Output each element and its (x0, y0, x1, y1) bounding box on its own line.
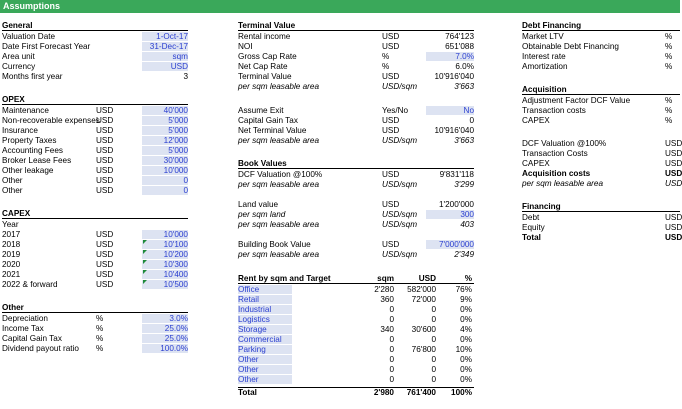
opex-row (2, 106, 188, 115)
cell-unit: USD (96, 280, 114, 289)
cell-label: Terminal Value (238, 72, 292, 81)
cell-label: Dividend payout ratio (2, 344, 79, 353)
cell-unit: USD (96, 116, 114, 125)
cell-value[interactable]: 3'663 (454, 136, 474, 145)
general-row (2, 32, 188, 41)
acquisition-row (522, 159, 680, 168)
cell-label: per sqm leasable area (238, 136, 320, 145)
cell-unit: % (96, 344, 104, 353)
opex-value-input[interactable]: 5'000 (142, 126, 188, 135)
rent-usd: 0 (431, 375, 436, 384)
cell-unit: % (96, 314, 104, 323)
general-row (2, 62, 188, 71)
financing-total-row (522, 233, 680, 242)
capex-value-input[interactable]: 10'200 (142, 250, 188, 259)
capex-value-input[interactable]: 10'000 (142, 230, 188, 239)
cell-unit: % (96, 334, 104, 343)
col-pct: % (464, 274, 472, 283)
cell-unit: USD (382, 116, 400, 125)
cell-label: Non-recoverable expenses (2, 116, 100, 125)
acquisition-row (522, 139, 680, 148)
cell-label: 2017 (2, 230, 21, 239)
capex-value-input[interactable]: 10'300 (142, 260, 188, 269)
rent-type-input[interactable]: Industrial (238, 305, 292, 314)
cell-value[interactable]: 10'916'040 (434, 72, 474, 81)
rent-pct: 0% (460, 365, 472, 374)
opex-value-input[interactable]: 30'000 (142, 156, 188, 165)
col-sqm: sqm (377, 274, 394, 283)
rent-row (238, 315, 474, 324)
cell-label: Area unit (2, 52, 35, 61)
book-row (238, 220, 474, 229)
opex-value-input[interactable]: 0 (142, 176, 188, 185)
rent-total-row (238, 387, 474, 398)
rent-pct: 0% (460, 355, 472, 364)
cell-unit: USD (382, 170, 400, 179)
formula-flag-icon (143, 270, 147, 274)
cell-label: Acquisition costs (522, 169, 591, 178)
acquisition-header-row (522, 85, 680, 94)
formula-flag-icon (143, 250, 147, 254)
rent-total-usd: 761'400 (406, 388, 436, 397)
debt-row (522, 32, 680, 41)
exit-row (238, 116, 474, 125)
cell-label: Other (2, 176, 23, 185)
rent-type-input[interactable]: Commercial (238, 335, 292, 344)
cell-unit: USD (96, 230, 114, 239)
sheet-title-bar (0, 0, 680, 13)
building-book-value-input[interactable]: 7'000'000 (426, 240, 474, 249)
cell-label: Land value (238, 200, 279, 209)
cell-value[interactable]: 764'123 (445, 32, 474, 41)
valuation-date-input[interactable]: 1-Oct-17 (142, 32, 188, 41)
rent-type-input[interactable]: Retail (238, 295, 292, 304)
cell-unit: USD (665, 169, 682, 178)
first-forecast-date-input[interactable]: 31-Dec-17 (142, 42, 188, 51)
capex-row (2, 250, 188, 259)
cell-label: CAPEX (522, 116, 550, 125)
rent-pct: 10% (455, 345, 472, 354)
cell-label: Assume Exit (238, 106, 284, 115)
cell-label: Broker Lease Fees (2, 156, 72, 165)
terminal-row (238, 62, 474, 71)
opex-header-row (2, 95, 188, 104)
cell-label: Net Cap Rate (238, 62, 288, 71)
rent-pct: 0% (460, 375, 472, 384)
book-row (238, 170, 474, 179)
rent-usd: 0 (431, 305, 436, 314)
cell-label: CAPEX (522, 159, 550, 168)
cell-label: Market LTV (522, 32, 564, 41)
cell-label: per sqm leasable area (238, 250, 320, 259)
other-row (2, 334, 188, 343)
cell-unit: USD (382, 126, 400, 135)
rent-row (238, 355, 474, 364)
cell-unit: % (382, 52, 390, 61)
cell-label: per sqm leasable area (238, 220, 320, 229)
debt-header-row (522, 21, 680, 30)
cell-label: Date First Forecast Year (2, 42, 91, 51)
debt-row (522, 62, 680, 71)
cell-unit: USD (96, 126, 114, 135)
general-header: General (2, 21, 188, 31)
col-usd: USD (418, 274, 436, 283)
terminal-row (238, 72, 474, 81)
other-value-input[interactable]: 25.0% (142, 324, 188, 333)
cell-label: per sqm leasable area (238, 180, 320, 189)
cell-value[interactable]: 9'831'118 (439, 170, 474, 179)
cell-label: 2021 (2, 270, 21, 279)
opex-value-input[interactable]: 12'000 (142, 136, 188, 145)
cell-unit: USD/sqm (382, 136, 418, 145)
opex-value-input[interactable]: 10'000 (142, 166, 188, 175)
sheet-title: Assumptions (3, 1, 61, 11)
cell-unit: USD (96, 270, 114, 279)
general-row (2, 52, 188, 61)
cell-label: 2018 (2, 240, 21, 249)
formula-flag-icon (143, 260, 147, 264)
currency-input[interactable]: USD (142, 62, 188, 71)
terminal-header-row (238, 21, 474, 30)
cell-unit: USD (96, 240, 114, 249)
rent-row (238, 375, 474, 384)
general-header-row (2, 21, 188, 30)
rent-type-input[interactable]: Logistics (238, 315, 292, 324)
cell-unit: USD (665, 233, 682, 242)
cell-unit: USD (96, 136, 114, 145)
cell-unit: USD/sqm (382, 250, 418, 259)
rent-total-sqm: 2'980 (373, 388, 394, 397)
other-row (2, 344, 188, 353)
opex-row (2, 136, 188, 145)
cell-label: Amortization (522, 62, 568, 71)
financing-row (522, 223, 680, 232)
acquisition-header: Acquisition (522, 85, 680, 95)
cell-label: DCF Valuation @100% (238, 170, 323, 179)
cell-label: Depreciation (2, 314, 48, 323)
cell-unit: USD (96, 186, 114, 195)
cell-label: Accounting Fees (2, 146, 63, 155)
rent-total-pct: 100% (451, 388, 472, 397)
cell-value[interactable]: 0 (469, 116, 474, 125)
terminal-row (238, 82, 474, 91)
terminal-row (238, 42, 474, 51)
cell-label: Currency (2, 62, 36, 71)
cell-label: per sqm leasable area (238, 82, 320, 91)
terminal-row (238, 52, 474, 61)
months-first-year-value[interactable]: 3 (183, 72, 188, 81)
cell-label: per sqm land (238, 210, 286, 219)
cell-label: 2022 & forward (2, 280, 58, 289)
rent-sqm: 0 (389, 345, 394, 354)
cell-label: Interest rate (522, 52, 566, 61)
rent-row (238, 285, 474, 294)
cell-value[interactable]: 3'663 (454, 82, 474, 91)
rent-sqm: 340 (380, 325, 394, 334)
other-value-input[interactable]: 100.0% (142, 344, 188, 353)
rent-pct: 0% (460, 315, 472, 324)
capex-header-row (2, 209, 188, 218)
rent-pct: 0% (460, 335, 472, 344)
cell-value[interactable]: 3'299 (454, 180, 474, 189)
cell-label: Income Tax (2, 324, 44, 333)
formula-flag-icon (143, 280, 147, 284)
rent-total-label: Total (238, 388, 257, 397)
rent-sqm: 360 (380, 295, 394, 304)
cell-unit: USD (665, 159, 682, 168)
book-row (238, 180, 474, 189)
terminal-header: Terminal Value (238, 21, 474, 31)
opex-value-input[interactable]: 40'000 (142, 106, 188, 115)
opex-value-input[interactable]: 5'000 (142, 116, 188, 125)
opex-row (2, 156, 188, 165)
cell-label: 2020 (2, 260, 21, 269)
other-value-input[interactable]: 25.0% (142, 334, 188, 343)
capex-header: CAPEX (2, 209, 188, 219)
cell-unit: USD/sqm (382, 82, 418, 91)
cell-label: Capital Gain Tax (2, 334, 62, 343)
assumptions-sheet (0, 13, 680, 409)
cell-label: DCF Valuation @100% (522, 139, 607, 148)
cell-value[interactable]: 403 (460, 220, 474, 229)
exit-row (238, 106, 474, 115)
cell-unit: % (665, 52, 673, 61)
acquisition-row (522, 179, 680, 188)
cell-unit: USD (96, 146, 114, 155)
other-header: Other (2, 303, 188, 313)
rent-sqm: 0 (389, 375, 394, 384)
cell-value[interactable]: 651'088 (445, 42, 474, 51)
capex-row (2, 230, 188, 239)
book-header-row (238, 159, 474, 168)
financing-header-row (522, 202, 680, 211)
rent-pct: 4% (460, 325, 472, 334)
assume-exit-input[interactable]: No (426, 106, 474, 115)
cell-label: per sqm leasable area (522, 179, 604, 188)
rent-sqm: 0 (389, 315, 394, 324)
rent-usd: 0 (431, 315, 436, 324)
cell-label: Year (2, 220, 19, 229)
rent-usd: 30'600 (411, 325, 436, 334)
cell-unit: USD (382, 42, 400, 51)
cell-label: Transaction Costs (522, 149, 588, 158)
book-values-header: Book Values (238, 159, 474, 169)
opex-value-input[interactable]: 0 (142, 186, 188, 195)
rent-sqm: 2'280 (374, 285, 394, 294)
capex-value-input[interactable]: 10'400 (142, 270, 188, 279)
area-unit-input[interactable]: sqm (142, 52, 188, 61)
opex-row (2, 146, 188, 155)
rent-usd: 582'000 (407, 285, 436, 294)
cell-unit: % (665, 96, 673, 105)
rent-sqm: 0 (389, 335, 394, 344)
debt-financing-header: Debt Financing (522, 21, 680, 31)
cell-unit: % (665, 62, 673, 71)
cell-unit: USD/sqm (382, 210, 418, 219)
cell-unit: USD (96, 156, 114, 165)
cell-unit: % (665, 32, 673, 41)
cell-unit: USD (96, 260, 114, 269)
acquisition-row (522, 149, 680, 158)
cell-value[interactable]: 10'916'040 (434, 126, 474, 135)
cell-label: Insurance (2, 126, 38, 135)
rent-type-input[interactable]: Other (238, 355, 292, 364)
cell-label: Adjustment Factor DCF Value (522, 96, 631, 105)
rent-sqm: 0 (389, 305, 394, 314)
other-row (2, 324, 188, 333)
opex-header: OPEX (2, 95, 188, 105)
cell-unit: USD (96, 166, 114, 175)
cell-unit: USD (382, 32, 400, 41)
rent-type-input[interactable]: Other (238, 375, 292, 384)
cell-label: Property Taxes (2, 136, 57, 145)
capex-row (2, 270, 188, 279)
cell-unit: USD (96, 250, 114, 259)
rent-pct: 0% (460, 305, 472, 314)
rent-row (238, 305, 474, 314)
capex-value-input[interactable]: 10'500 (142, 280, 188, 289)
cell-value[interactable]: 1'200'000 (438, 200, 474, 209)
opex-row (2, 126, 188, 135)
cell-label: NOI (238, 42, 253, 51)
rent-type-input[interactable]: Other (238, 365, 292, 374)
cell-unit: USD (382, 72, 400, 81)
opex-row (2, 176, 188, 185)
financing-header: Financing (522, 202, 680, 212)
financing-row (522, 213, 680, 222)
cell-unit: USD/sqm (382, 180, 418, 189)
cell-label: Gross Cap Rate (238, 52, 297, 61)
rent-type-input[interactable]: Storage (238, 325, 292, 334)
other-value-input[interactable]: 3.0% (142, 314, 188, 323)
capex-row (2, 280, 188, 289)
cell-label: Obtainable Debt Financing (522, 42, 619, 51)
cell-label: Other (2, 186, 23, 195)
rent-row (238, 325, 474, 334)
gross-cap-rate-input[interactable]: 7.0% (426, 52, 474, 61)
capex-row (2, 260, 188, 269)
opex-row (2, 116, 188, 125)
rent-pct: 76% (455, 285, 472, 294)
cell-unit: USD (382, 240, 400, 249)
cell-unit: % (96, 324, 104, 333)
cell-unit: % (665, 42, 673, 51)
cell-unit: Yes/No (382, 106, 409, 115)
debt-row (522, 52, 680, 61)
rent-usd: 0 (431, 335, 436, 344)
exit-row (238, 126, 474, 135)
acquisition-costs-row (522, 169, 680, 178)
acquisition-row (522, 96, 680, 105)
cell-unit: USD (96, 106, 114, 115)
cell-label: Transaction costs (522, 106, 586, 115)
book-row (238, 200, 474, 209)
opex-row (2, 166, 188, 175)
cell-unit: USD (96, 176, 114, 185)
formula-flag-icon (143, 240, 147, 244)
rent-row (238, 335, 474, 344)
cell-value[interactable]: 6.0% (455, 62, 474, 71)
exit-row (238, 136, 474, 145)
capex-row (2, 240, 188, 249)
rent-usd: 0 (431, 355, 436, 364)
capex-value-input[interactable]: 10'100 (142, 240, 188, 249)
book-row (238, 250, 474, 259)
rent-usd: 72'000 (411, 295, 436, 304)
book-row (238, 210, 474, 219)
cell-unit: USD (665, 223, 682, 232)
acquisition-row (522, 116, 680, 125)
cell-label: Building Book Value (238, 240, 311, 249)
capex-year-row (2, 220, 188, 229)
opex-value-input[interactable]: 5'000 (142, 146, 188, 155)
rent-sqm: 0 (389, 355, 394, 364)
general-row (2, 42, 188, 51)
rent-type-input[interactable]: Office (238, 285, 292, 294)
rent-pct: 9% (460, 295, 472, 304)
cell-unit: USD/sqm (382, 220, 418, 229)
rent-row (238, 295, 474, 304)
opex-row (2, 186, 188, 195)
cell-label: Valuation Date (2, 32, 56, 41)
cell-unit: USD (665, 179, 682, 188)
cell-unit: % (665, 106, 673, 115)
cell-label: Rental income (238, 32, 291, 41)
rent-usd: 0 (431, 365, 436, 374)
rent-type-input[interactable]: Parking (238, 345, 292, 354)
book-row (238, 240, 474, 249)
general-row (2, 72, 188, 81)
land-per-sqm-input[interactable]: 300 (426, 210, 474, 219)
cell-unit: USD (665, 149, 682, 158)
rent-header-row (238, 274, 474, 283)
cell-label: Equity (522, 223, 545, 232)
cell-label: Maintenance (2, 106, 49, 115)
cell-label: Months first year (2, 72, 63, 81)
other-row (2, 314, 188, 323)
rent-row (238, 345, 474, 354)
cell-label: 2019 (2, 250, 21, 259)
cell-unit: USD (382, 200, 400, 209)
rent-usd: 76'800 (411, 345, 436, 354)
cell-label: Debt (522, 213, 540, 222)
cell-unit: USD (665, 213, 682, 222)
terminal-row (238, 32, 474, 41)
cell-label: Other leakage (2, 166, 54, 175)
cell-label: Capital Gain Tax (238, 116, 298, 125)
acquisition-row (522, 106, 680, 115)
cell-unit: USD (665, 139, 682, 148)
cell-label: Net Terminal Value (238, 126, 307, 135)
cell-value[interactable]: 2'349 (454, 250, 474, 259)
cell-unit: % (382, 62, 390, 71)
debt-row (522, 42, 680, 51)
cell-unit: % (665, 116, 673, 125)
rent-row (238, 365, 474, 374)
cell-label: Total (522, 233, 541, 242)
other-header-row (2, 303, 188, 312)
rent-header: Rent by sqm and Target (238, 274, 331, 283)
rent-sqm: 0 (389, 365, 394, 374)
